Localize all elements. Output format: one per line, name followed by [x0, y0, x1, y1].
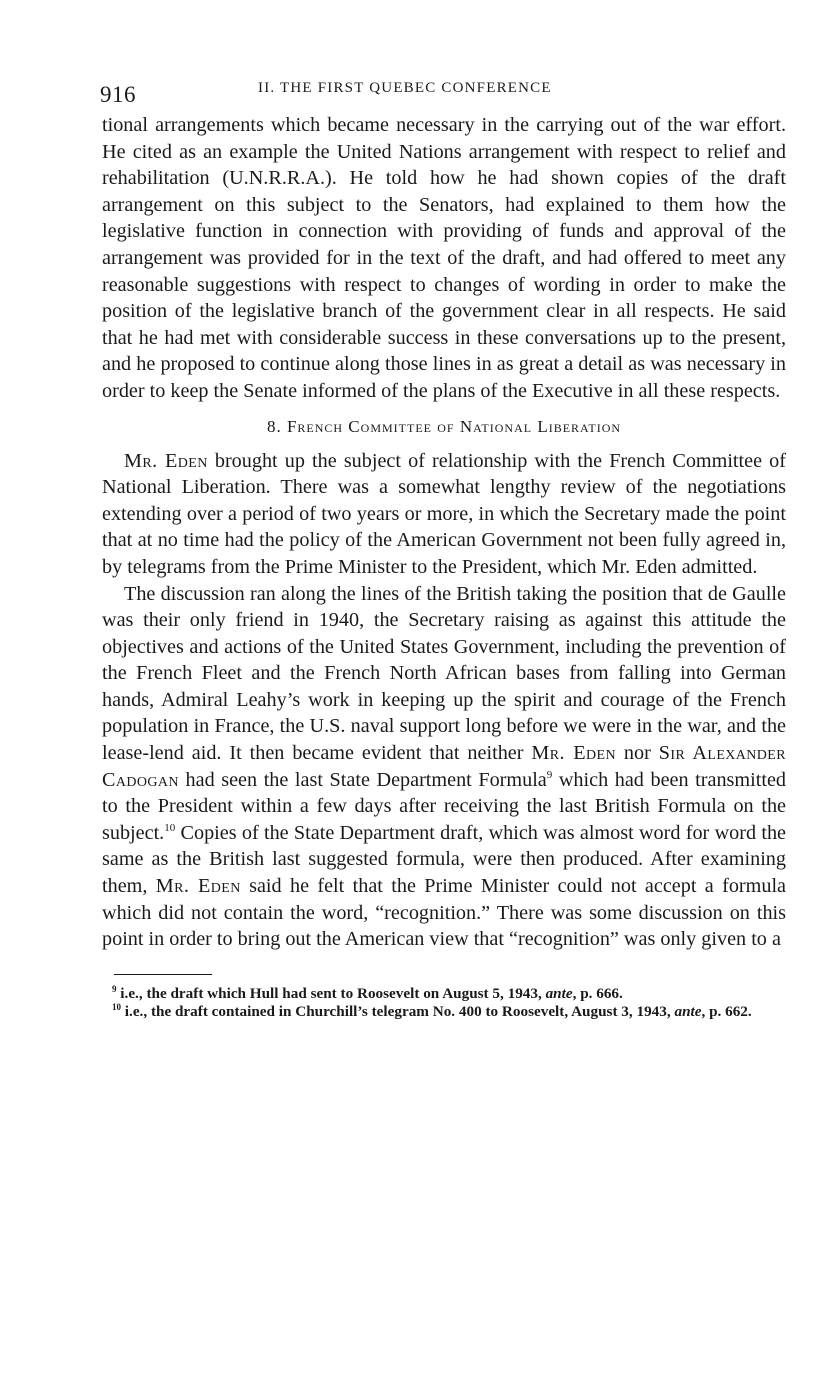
- paragraph-text: The discussion ran along the lines of the British taking the position that de Gaulle was their only friend in 1940, the Secretary raising as against this attitude the objectives and actions of the United States Government, including the prevention of the French Fleet and the French North African bases from falling into German hands, Admiral Leahy’s work in keeping up the spirit and courage of the French population in France, the U.S. naval support long before we were in the war, and the lease-lend aid. It then became evident that neither: [102, 582, 786, 765]
- speaker-name: Mr. Eden: [155, 875, 241, 898]
- paragraph-text: said he felt that the Prime Minister could not accept a formula which did not contain the word, “recognition.” There was some discussion on this point in order to bring out the American view that “recognition” was only given to a: [102, 875, 787, 951]
- paragraph-text: tional arrangements which became necessary in the carrying out of the war effort. He cited as an example the United Nations arrangement with respect to relief and rehabilitation (U.N.R.R.A.). He told how he had shown copies of the draft arrangement on this subject to the Senators, had explained to them how the legislative function in connection with providing of funds and approval of the arrangement was provided for in the text of the draft, and had offered to meet any reasonable suggestions with respect to changes of wording in order to make the position of the legislative branch of the government clear in all respects. He said that he had met with considerable success in these conversations up to the present, and he proposed to continue along those lines in as great a detail as was necessary in order to keep the Senate informed of the plans of the Executive in all these respects.: [102, 114, 786, 402]
- paragraph-text: brought up the subject of relationship with the French Committee of National Liberation. There was a somewhat lengthy review of the negotiations extending over a period of two years or more, in which the Secretary made the point that at no time had the policy of the American Government not been fully agreed in, by telegrams from the Prime Minister to the President, which Mr. Eden admitted.: [102, 449, 786, 578]
- paragraph-discussion: [102, 581, 786, 953]
- speaker-name: Mr. Eden: [531, 742, 616, 765]
- footnote-text: , p. 662.: [701, 1002, 752, 1020]
- page-header: [102, 72, 786, 112]
- footnote-marker: 9: [112, 983, 117, 994]
- page-number: 916: [100, 82, 136, 107]
- footnote-text: , p. 666.: [572, 984, 623, 1002]
- footnote-divider: [114, 974, 212, 975]
- footnote-marker: 10: [112, 1001, 121, 1012]
- footnote-9: [102, 985, 786, 1003]
- footnote-text: i.e., the draft contained in Churchill’s telegram No. 400 to Roosevelt, August 3, 1943,: [121, 1002, 675, 1020]
- footnote-ref-10[interactable]: 10: [164, 821, 176, 834]
- body-text: [102, 112, 786, 953]
- footnote-10: [102, 1003, 786, 1021]
- footnote-ante: ante: [674, 1002, 702, 1020]
- footnote-ref-9[interactable]: 9: [546, 768, 553, 781]
- speaker-name: Mr. Eden: [124, 449, 208, 472]
- paragraph-text: Copies of the State Department draft, which was almost word for word the same as the British last suggested formula, were then produced. After examining them,: [102, 821, 786, 898]
- paragraph-text: nor: [615, 742, 659, 765]
- footnotes: [102, 985, 786, 1021]
- paragraph-text: which had been transmitted to the President within a few days after receiving the last British Formula on the subject.: [102, 768, 786, 844]
- footnote-text: i.e., the draft which Hull had sent to Roosevelt on August 5, 1943,: [116, 984, 546, 1002]
- running-head: II. THE FIRST QUEBEC CONFERENCE: [258, 80, 552, 96]
- paragraph-text: had seen the last State Department Formula: [178, 768, 547, 791]
- section-heading: 8. French Committee of National Liberation: [266, 416, 622, 436]
- document-page: [102, 72, 786, 1021]
- paragraph-continuation: [102, 112, 786, 405]
- footnote-ante: ante: [545, 984, 573, 1002]
- paragraph-eden-subject: [102, 448, 786, 581]
- speaker-name: Sir Alexander Cadogan: [102, 742, 787, 791]
